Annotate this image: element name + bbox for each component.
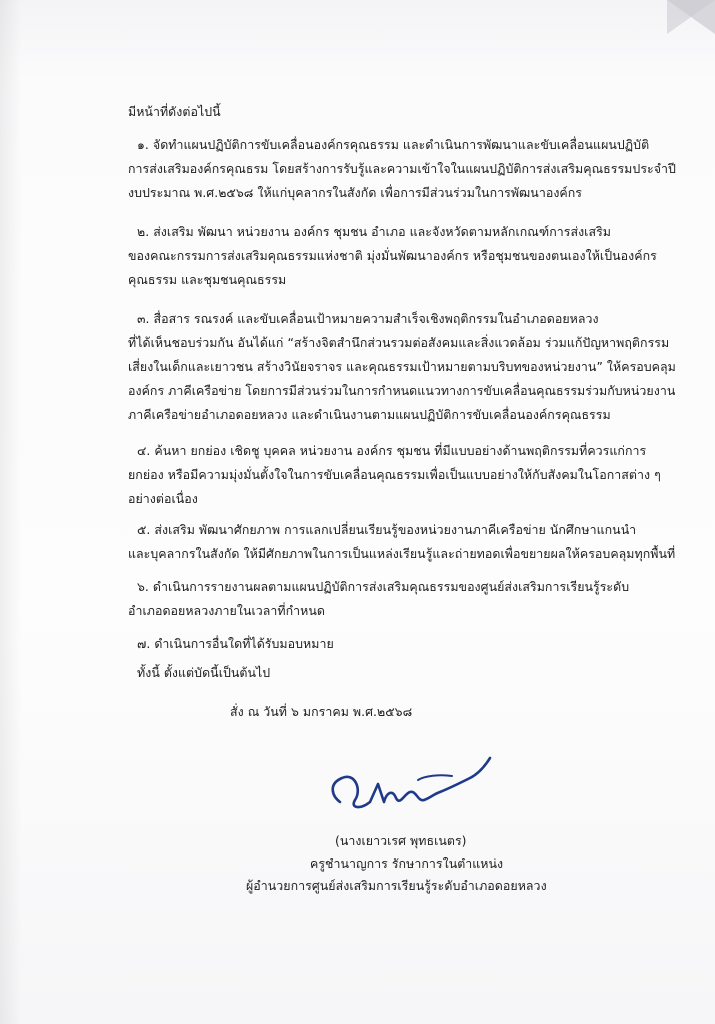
item-6-line-1: ๖. ดำเนินการรายงานผลตามแผนปฏิบัติการส่งเสริมคุณธรรมของศูนย์ส่งเสริมการเรียนรู้ระดับ: [137, 579, 630, 594]
item-1-line-3: งบประมาณ พ.ศ.๒๕๖๘ ให้แก่บุคลากรในสังกัด เพื่อการมีส่วนร่วมในการพัฒนาองค์กร: [128, 185, 583, 200]
item-1-line-2: การส่งเสริมองค์กรคุณธรม โดยสร้างการรับรู้และความเข้าใจในแผนปฏิบัติการส่งเสริมคุณธรรมประจำปี: [128, 161, 676, 176]
item-4-line-2: ยกย่อง หรือมีความมุ่งมั่นตั้งใจในการขับเคลื่อนคุณธรรมเพื่อเป็นแบบอย่างให้กับสังคมในโอกาสต่าง ๆ: [128, 467, 661, 482]
item-3-line-3: เสี่ยงในเด็กและเยาวชน สร้างวินัยจราจร และคุณธรรมเป้าหมายตามบริบทของหน่วยงาน” ให้ครอบคลุม: [128, 359, 676, 374]
item-2-line-1: ๒. ส่งเสริม พัฒนา หน่วยงาน องค์กร ชุมชน อำเภอ และจังหวัดตามหลักเกณฑ์การส่งเสริม: [137, 224, 611, 239]
signer-title-2: ผู้อำนวยการศูนย์ส่งเสริมการเรียนรู้ระดับอำเภอดอยหลวง: [246, 878, 547, 893]
item-7-line-1: ๗. ดำเนินการอื่นใดที่ได้รับมอบหมาย: [137, 636, 334, 651]
item-4-line-1: ๔. ค้นหา ยกย่อง เชิดชู บุคคล หน่วยงาน องค์กร ชุมชน ที่มีแบบอย่างด้านพฤติกรรมที่ควรแก่การ: [137, 443, 647, 458]
item-5-line-2: และบุคลากรในสังกัด ให้มีศักยภาพในการเป็นแหล่งเรียนรู้และถ่ายทอดเพื่อขยายผลให้ครอบคลุมทุกพื้นที่: [128, 546, 676, 561]
item-3-line-2: ที่ได้เห็นชอบร่วมกัน อันได้แก่ “สร้างจิตสำนึกส่วนรวมต่อสังคมและสิ่งแวดล้อม ร่วมแก้ปัญหาพฤติกรรม: [128, 335, 670, 350]
item-3-line-4: องค์กร ภาคีเครือข่าย โดยการมีส่วนร่วมในการกำหนดแนวทางการขับเคลื่อนคุณธรรมร่วมกับหน่วยงาน: [128, 383, 676, 398]
item-3-line-1: ๓. สื่อสาร รณรงค์ และขับเคลื่อนเป้าหมายความสำเร็จเชิงพฤติกรรมในอำเภอดอยหลวง: [137, 311, 599, 326]
item-2-line-2: ของคณะกรรมการส่งเสริมคุณธรรมแห่งชาติ มุ่งมั่นพัฒนาองค์กร หรือชุมชนของตนเองให้เป็นองค์กร: [128, 248, 657, 263]
item-1-line-1: ๑. จัดทำแผนปฏิบัติการขับเคลื่อนองค์กรคุณธรรม และดำเนินการพัฒนาและขับเคลื่อนแผนปฏิบัติ: [137, 137, 650, 152]
page-shadow: [0, 0, 22, 1024]
item-3-line-5: ภาคีเครือข่ายอำเภอดอยหลวง และดำเนินงานตามแผนปฏิบัติการขับเคลื่อนองค์กรคุณธรรม: [128, 407, 611, 422]
signer-title-1: ครูชำนาญการ รักษาการในตำแหน่ง: [310, 856, 504, 871]
folded-corner-shade: [667, 0, 715, 34]
item-2-line-3: คุณธรรม และชุมชนคุณธรรม: [128, 272, 287, 287]
item-5-line-1: ๕. ส่งเสริม พัฒนาศักยภาพ การแลกเปลี่ยนเรียนรู้ของหน่วยงานภาคีเครือข่าย นักศึกษาแกนนำ: [137, 522, 637, 537]
item-6-line-2: อำเภอดอยหลวงภายในเวลาที่กำหนด: [128, 603, 325, 618]
intro-text: มีหน้าที่ดังต่อไปนี้: [128, 104, 221, 119]
date-line: สั่ง ณ วันที่ ๖ มกราคม พ.ศ.๒๕๖๘: [230, 704, 413, 719]
signature: [300, 740, 500, 830]
item-4-line-3: อย่างต่อเนื่อง: [128, 491, 198, 506]
closing-text: ทั้งนี้ ตั้งแต่บัดนี้เป็นต้นไป: [137, 665, 271, 680]
signature-drawing: [300, 740, 500, 830]
signer-name: (นางเยาวเรศ พุทธเนตร): [335, 833, 467, 848]
